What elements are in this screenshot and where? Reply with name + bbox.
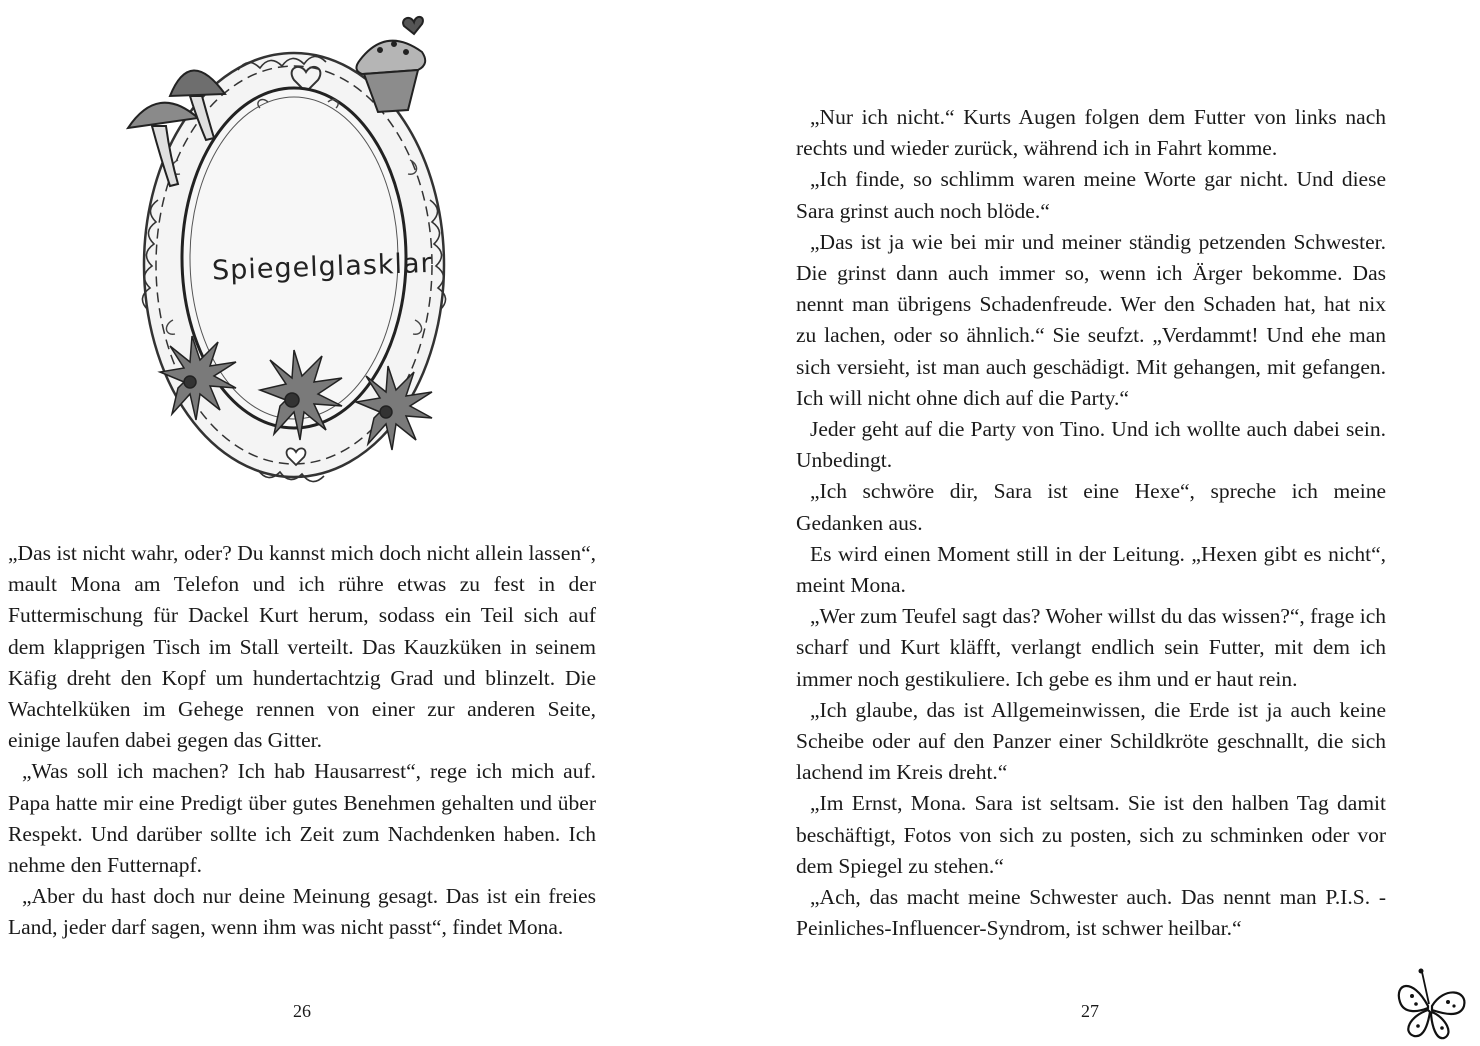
paragraph: „Im Ernst, Mona. Sara ist seltsam. Sie ist den halben Tag damit beschäftigt, Fotos von sich zu posten, sich zu schminken oder vor dem Spiegel zu stehen.“: [796, 791, 1386, 878]
paragraph: „Das ist ja wie bei mir und meiner ständig petzenden Schwester. Die grinst dann auch immer so, wenn ich Ärger bekomme. Das nennt man übrigens Schadenfreude. Wer den Schaden hat, hat nix zu lachen, oder so ähnlich.“ Sie seufzt. „Verdammt! Und ehe man sich versieht, ist man auch geschädigt. Mit gehangen, mit gefangen. Ich will nicht ohne dich auf die Party.“: [796, 229, 1386, 410]
paragraph: „Was soll ich machen? Ich hab Hausarrest“, rege ich mich auf. Papa hatte mir eine Predigt über gutes Benehmen gehalten und über Respekt. Und darüber sollte ich Zeit zum Nachdenken haben. Ich nehme den Futternapf.: [8, 759, 596, 878]
chapter-title: Spiegelglasklar: [211, 247, 434, 287]
paragraph: „Nur ich nicht.“ Kurts Augen folgen dem Futter von links nach rechts und wieder zurück, während ich in Fahrt komme.: [796, 105, 1386, 161]
right-page: [740, 0, 1480, 1046]
page-number-left: 26: [293, 1001, 311, 1021]
right-page-body: [796, 102, 1386, 944]
paragraph: „Wer zum Teufel sagt das? Woher willst du das wissen?“, frage ich scharf und Kurt kläfft, verlangt endlich sein Futter, mit dem ich immer noch gestikuliere. Ich gebe es ihm und er haut rein.: [796, 604, 1386, 691]
paragraph: „Ich schwöre dir, Sara ist eine Hexe“, spreche ich meine Gedanken aus.: [796, 479, 1386, 535]
paragraph: „Das ist nicht wahr, oder? Du kannst mich doch nicht allein lassen“, mault Mona am Telefon und ich rühre etwas zu fest in der Futtermischung für Dackel Kurt herum, sodass ein Teil sich auf dem klapprigen Tisch im Stall verteilt. Das Kauzküken in seinem Käfig dreht den Kopf um hundertachtzig Grad und blinzelt. Die Wachtelküken im Gehege rennen von einer zur anderen Seite, einige laufen dabei gegen das Gitter.: [8, 541, 596, 753]
paragraph: „Aber du hast doch nur deine Meinung gesagt. Das ist ein freies Land, jeder darf sagen, wenn ihm was nicht passt“, findet Mona.: [8, 884, 596, 940]
paragraph: Jeder geht auf die Party von Tino. Und ich wollte auch dabei sein. Unbedingt.: [796, 417, 1386, 473]
mirror-illustration: [118, 0, 458, 495]
left-page-body: [8, 538, 596, 944]
butterfly-icon: [1392, 966, 1472, 1042]
paragraph: „Ach, das macht meine Schwester auch. Das nennt man P.I.S. -Peinliches-Influencer-Syndrom, ist schwer heilbar.“: [796, 885, 1386, 941]
page-number-right: 27: [1081, 1001, 1099, 1021]
paragraph: „Ich glaube, das ist Allgemeinwissen, die Erde ist ja auch keine Scheibe oder auf den Panzer einer Schildkröte geschnallt, die sich lachend im Kreis dreht.“: [796, 697, 1386, 785]
paragraph: Es wird einen Moment still in der Leitung. „Hexen gibt es nicht“, meint Mona.: [796, 541, 1386, 598]
paragraph: „Ich finde, so schlimm waren meine Worte gar nicht. Und diese Sara grinst auch noch blöde.“: [796, 167, 1386, 223]
